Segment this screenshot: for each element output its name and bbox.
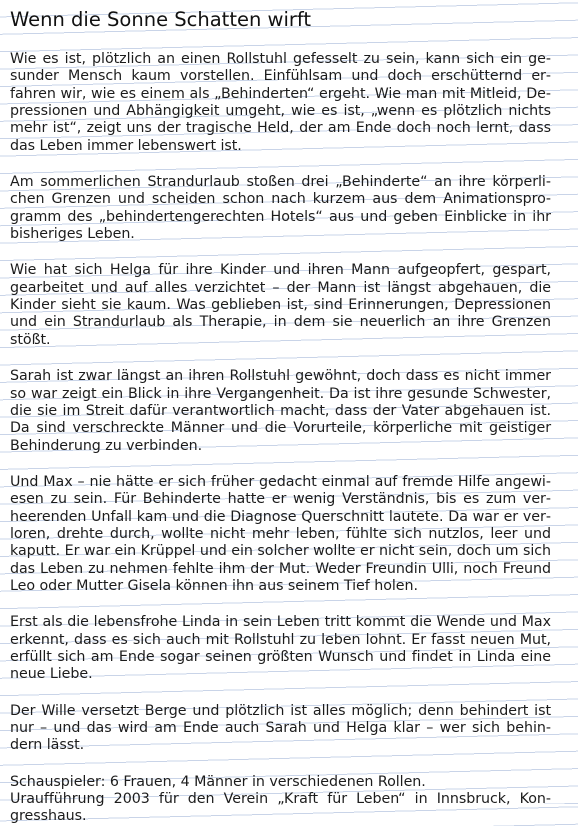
paragraph-wille: Der Wille versetzt Berge und plötzlich ist alles möglich; denn behindert ist nur – und das wird am Ende auch Sarah und Helga klar – wer sich behindern lässt. [10,702,551,754]
document-page [10,8,551,826]
credits-block [10,774,551,826]
paragraph-strandurlaub: Am sommerlichen Strandurlaub stoßen drei „Behinderte“ an ihre körperlichen Grenzen und scheiden schon nach kurzem aus dem Animationsprogramm des „behindertengerechten Hotels“ aus und geben Einblicke in ihr bisheriges Leben. [10,174,551,243]
paragraph-sarah: Sarah ist zwar längst an ihren Rollstuhl gewöhnt, doch dass es nicht immer so war zeigt ein Blick in ihre Vergangenheit. Da ist ihre gesunde Schwester, die sie im Streit dafür verantwortlich macht, dass der Vater abgehauen ist. Da sind verschreckte Männer und die Vorurteile, körperliche mit geistiger Behinderung zu verbinden. [10,368,551,454]
paragraph-max: Und Max – nie hätte er sich früher gedacht einmal auf fremde Hilfe angewiesen zu sein. Für Behinderte hatte er wenig Verständnis, bis es zum verheerenden Unfall kam und die Diagnose Querschnitt lautete. Da war er verloren, drehte durch, wollte nicht mehr leben, fühlte sich nutzlos, leer und kaputt. Er war ein Krüppel und ein solcher wollte er nicht sein, doch um sich das Leben zu nehmen fehlte ihm der Mut. Weder Freundin Ulli, noch Freund Leo oder Mutter Gisela können ihn aus seinem Tief holen. [10,473,551,594]
credits-premiere: Uraufführung 2003 für den Verein „Kraft für Leben“ in Innsbruck, Kongresshaus. [10,791,551,825]
credits-cast: Schauspieler: 6 Frauen, 4 Männer in verschiedenen Rollen. [10,773,426,790]
paragraph-linda: Erst als die lebensfrohe Linda in sein Leben tritt kommt die Wende und Max erkennt, dass es sich auch mit Rollstuhl zu leben lohnt. Er fasst neuen Mut, erfüllt sich am Ende sogar seinen größten Wunsch und findet in Linda eine neue Liebe. [10,614,551,683]
document-title: Wenn die Sonne Schatten wirft [10,8,312,31]
paragraph-helga: Wie hat sich Helga für ihre Kinder und ihren Mann aufgeopfert, gespart, gearbeitet und auf alles verzichtet – der Mann ist längst abgehauen, die Kinder sieht sie kaum. Was geblieben ist, sind Erinnerungen, Depressionen und ein Strandurlaub als Therapie, in dem sie neuerlich an ihre Grenzen stößt. [10,262,551,348]
paragraph-intro: Wie es ist, plötzlich an einen Rollstuhl gefesselt zu sein, kann sich ein gesunder Mensch kaum vorstellen. Einfühlsam und doch erschütternd erfahren wir, wie es einem als „Behinderten“ ergeht. Wie man mit Mitleid, Depressionen und Abhängigkeit umgeht, wie es ist, „wenn es plötzlich nichts mehr ist“, zeigt uns der tragische Held, der am Ende doch noch lernt, dass das Leben immer lebenswert ist. [10,51,551,154]
